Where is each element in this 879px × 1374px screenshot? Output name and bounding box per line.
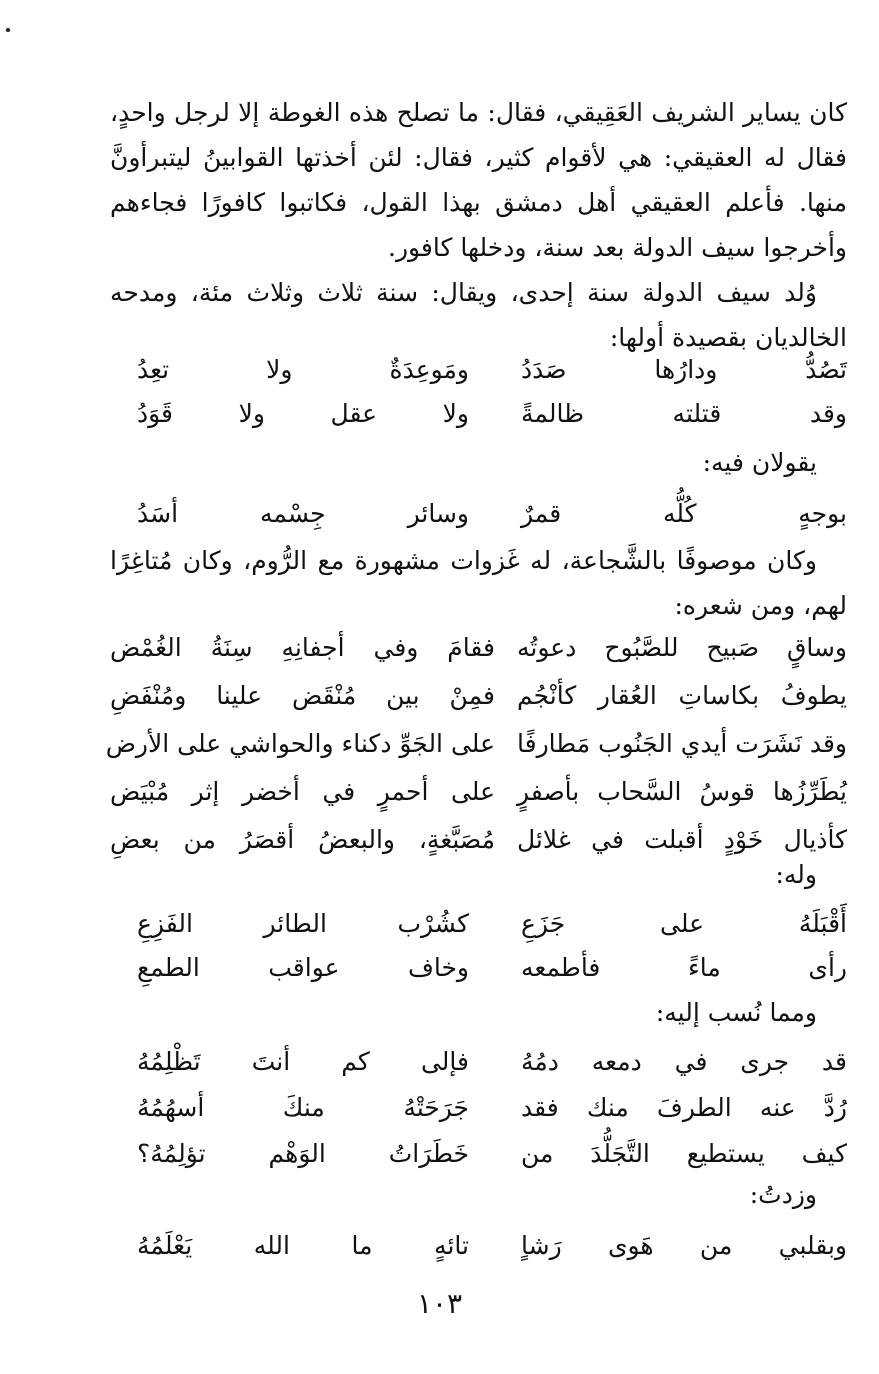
hemistich-first: وقد قتلته ظالمةً bbox=[521, 399, 847, 428]
hemistich-first: رأى ماءً فأطمعه bbox=[521, 953, 847, 982]
paragraph-2: وُلد سيف الدولة سنة إحدى، ويقال: سنة ثلاث وثلاث مئة، ومدحه الخالديان بقصيدة أولها: bbox=[110, 278, 847, 352]
hemistich-first: قد جرى في دمعه دمُهُ bbox=[521, 1047, 847, 1076]
poem-5-line-3 bbox=[110, 1132, 847, 1176]
poem-5-line-2 bbox=[110, 1086, 847, 1130]
hemistich-second: على أحمرٍ في أخضر إثر مُبْيَض bbox=[110, 777, 495, 806]
hemistich-first: وقد نَشَرَت أيدي الجَنُوب مَطارفًا bbox=[517, 729, 847, 758]
hemistich-second: كشُرْب الطائر الفَزِعِ bbox=[137, 909, 469, 938]
hemistich-second: تائهٍ ما الله يَعْلَمُهُ bbox=[137, 1231, 469, 1260]
intro-4: وله: bbox=[775, 860, 817, 889]
hemistich-second: وسائر جِسْمه أسَدُ bbox=[137, 499, 469, 528]
hemistich-first: يطوفُ بكاساتِ العُقار كأنْجُم bbox=[517, 681, 847, 710]
paragraph-3: وكان موصوفًا بالشَّجاعة، له غَزوات مشهورة مع الرُّوم، وكان مُتاغِرًا لهم، ومن شعره: bbox=[110, 546, 847, 620]
speck-mark bbox=[6, 28, 10, 32]
hemistich-first: تَصُدُّ ودارُها صَدَدُ bbox=[521, 355, 847, 384]
intro-6: وزدتُ: bbox=[749, 1180, 817, 1209]
poem-2-line-1 bbox=[110, 492, 847, 536]
intro-2: يقولان فيه: bbox=[702, 448, 817, 477]
hemistich-second: على الجَوِّ دكناء والحواشي على الأرض bbox=[105, 729, 495, 758]
poem-3-line-2 bbox=[110, 674, 847, 718]
poem-3-line-3 bbox=[105, 722, 847, 766]
hemistich-second: فقامَ وفي أجفانِهِ سِنَةُ الغُمْض bbox=[110, 633, 495, 662]
poem-6-line-1 bbox=[110, 1224, 847, 1268]
hemistich-first: رُدَّ عنه الطرفَ منك فقد bbox=[521, 1093, 847, 1122]
hemistich-second: ومَوعِدَةٌ ولا تعِدُ bbox=[137, 355, 469, 384]
poem-4-line-1 bbox=[110, 902, 847, 946]
hemistich-first: كيف يستطيع التَّجَلُّدَ من bbox=[521, 1139, 847, 1168]
hemistich-second: فإلى كم أنتَ تَظْلِمُهُ bbox=[137, 1047, 469, 1076]
hemistich-first: يُطَرِّزُها قوسُ السَّحاب بأصفرٍ bbox=[517, 777, 847, 806]
poem-5-line-1 bbox=[110, 1040, 847, 1084]
hemistich-second: وخاف عواقب الطمعِ bbox=[137, 953, 469, 982]
hemistich-first: وساقٍ صَبيح للصَّبُوح دعوتُه bbox=[517, 633, 847, 662]
hemistich-first: كأذيال خَوْدٍ أقبلت في غلائل bbox=[517, 825, 847, 854]
hemistich-first: بوجهٍ كُلُّه قمرٌ bbox=[521, 499, 847, 528]
hemistich-second: فمِنْ بين مُنْقَض علينا ومُنْفَضِ bbox=[110, 681, 495, 710]
hemistich-second: ولا عقل ولا قَوَدُ bbox=[137, 399, 469, 428]
hemistich-first: وبقلبي من هَوى رَشاٍ bbox=[521, 1231, 847, 1260]
poem-3-line-1 bbox=[110, 626, 847, 670]
poem-1-line-1 bbox=[110, 348, 847, 392]
poem-3-line-4 bbox=[110, 770, 847, 814]
intro-5: ومما نُسب إليه: bbox=[655, 998, 817, 1027]
hemistich-first: أَقْبَلَهُ على جَزَعِ bbox=[521, 909, 847, 938]
hemistich-second: جَرَحَتْهُ منكَ أسهُمُهُ bbox=[137, 1093, 469, 1122]
poem-4-line-2 bbox=[110, 946, 847, 990]
poem-1-line-2 bbox=[110, 392, 847, 436]
hemistich-second: مُصَبَّغةٍ، والبعضُ أقصَرُ من بعضِ bbox=[110, 825, 495, 854]
paragraph-1: كان يساير الشريف العَقِيقي، فقال: ما تصلح هذه الغوطة إلا لرجل واحدٍ، فقال له العقيقي: هي لأقوام كثير، فقال: لئن أخذتها القوابينُ ليتبرأونَّ منها. فأعلم العقيقي أهل دمشق بهذا القول، فكاتبوا كافورًا فجاءهم وأخرجوا سيف الدولة بعد سنة، ودخلها كافور. bbox=[110, 98, 847, 262]
page-number: ١٠٣ bbox=[416, 1287, 463, 1320]
hemistich-second: خَطَرَاتُ الوَهْم تؤلِمُهُ؟ bbox=[137, 1139, 469, 1168]
